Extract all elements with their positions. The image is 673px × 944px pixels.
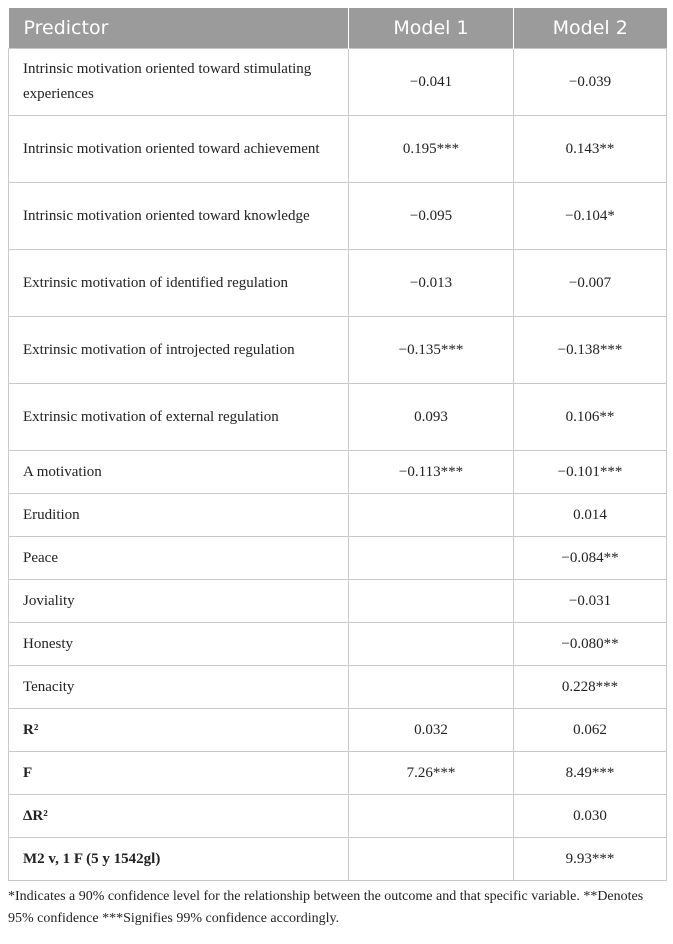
model2-cell: −0.039 — [514, 49, 667, 116]
table-row — [9, 494, 667, 537]
table-row — [9, 116, 667, 183]
predictor-cell: A motivation — [9, 451, 349, 494]
model2-cell: −0.007 — [514, 250, 667, 317]
predictor-cell: Extrinsic motivation of identified regulation — [9, 250, 349, 317]
model2-cell: 0.062 — [514, 709, 667, 752]
header-predictor: Predictor — [9, 8, 349, 49]
model2-cell: 8.49*** — [514, 752, 667, 795]
model2-cell: −0.101*** — [514, 451, 667, 494]
predictor-cell: Intrinsic motivation oriented toward achievement — [9, 116, 349, 183]
model2-cell: 0.228*** — [514, 666, 667, 709]
model1-cell: 0.032 — [349, 709, 514, 752]
model2-cell: −0.104* — [514, 183, 667, 250]
model1-cell: −0.095 — [349, 183, 514, 250]
predictor-cell: Joviality — [9, 580, 349, 623]
model1-cell: 7.26*** — [349, 752, 514, 795]
predictor-cell: Extrinsic motivation of external regulation — [9, 384, 349, 451]
model1-cell — [349, 537, 514, 580]
model1-cell: 0.093 — [349, 384, 514, 451]
table-row — [9, 709, 667, 752]
model1-cell — [349, 580, 514, 623]
table-row — [9, 250, 667, 317]
model2-cell: 0.143** — [514, 116, 667, 183]
model1-cell — [349, 494, 514, 537]
predictor-cell: F — [9, 752, 349, 795]
table-row — [9, 580, 667, 623]
predictor-cell: Tenacity — [9, 666, 349, 709]
model1-cell: −0.135*** — [349, 317, 514, 384]
predictor-cell: Intrinsic motivation oriented toward knowledge — [9, 183, 349, 250]
predictor-cell: Erudition — [9, 494, 349, 537]
predictor-cell: Extrinsic motivation of introjected regulation — [9, 317, 349, 384]
model1-cell: 0.195*** — [349, 116, 514, 183]
table-footnote: *Indicates a 90% confidence level for the relationship between the outcome and that specific variable. **Denotes 95% confidence ***Signifies 99% confidence accordingly. — [8, 889, 644, 926]
predictor-cell: ΔR² — [9, 795, 349, 838]
predictor-cell: Honesty — [9, 623, 349, 666]
model1-cell: −0.113*** — [349, 451, 514, 494]
table-row — [9, 451, 667, 494]
table-row — [9, 838, 667, 881]
table-row — [9, 49, 667, 116]
table-row — [9, 537, 667, 580]
table-row — [9, 752, 667, 795]
table-row — [9, 317, 667, 384]
model2-cell: −0.031 — [514, 580, 667, 623]
header-model-2: Model 2 — [514, 8, 667, 49]
regression-table — [8, 8, 667, 881]
model1-cell — [349, 795, 514, 838]
model1-cell — [349, 666, 514, 709]
model1-cell: −0.013 — [349, 250, 514, 317]
model2-cell: −0.084** — [514, 537, 667, 580]
model1-cell: −0.041 — [349, 49, 514, 116]
predictor-cell: R² — [9, 709, 349, 752]
table-row — [9, 183, 667, 250]
model2-cell: −0.080** — [514, 623, 667, 666]
header-model-1: Model 1 — [349, 8, 514, 49]
table-row — [9, 384, 667, 451]
table-row — [9, 795, 667, 838]
predictor-cell: Peace — [9, 537, 349, 580]
table-row — [9, 666, 667, 709]
model2-cell: 0.106** — [514, 384, 667, 451]
model1-cell — [349, 838, 514, 881]
table-row — [9, 623, 667, 666]
page — [8, 8, 666, 930]
model1-cell — [349, 623, 514, 666]
table-header-row — [9, 8, 667, 49]
model2-cell: 0.030 — [514, 795, 667, 838]
model2-cell: 0.014 — [514, 494, 667, 537]
model2-cell: 9.93*** — [514, 838, 667, 881]
predictor-cell: M2 v, 1 F (5 y 1542gl) — [9, 838, 349, 881]
predictor-cell: Intrinsic motivation oriented toward stimulating experiences — [9, 49, 349, 116]
model2-cell: −0.138*** — [514, 317, 667, 384]
